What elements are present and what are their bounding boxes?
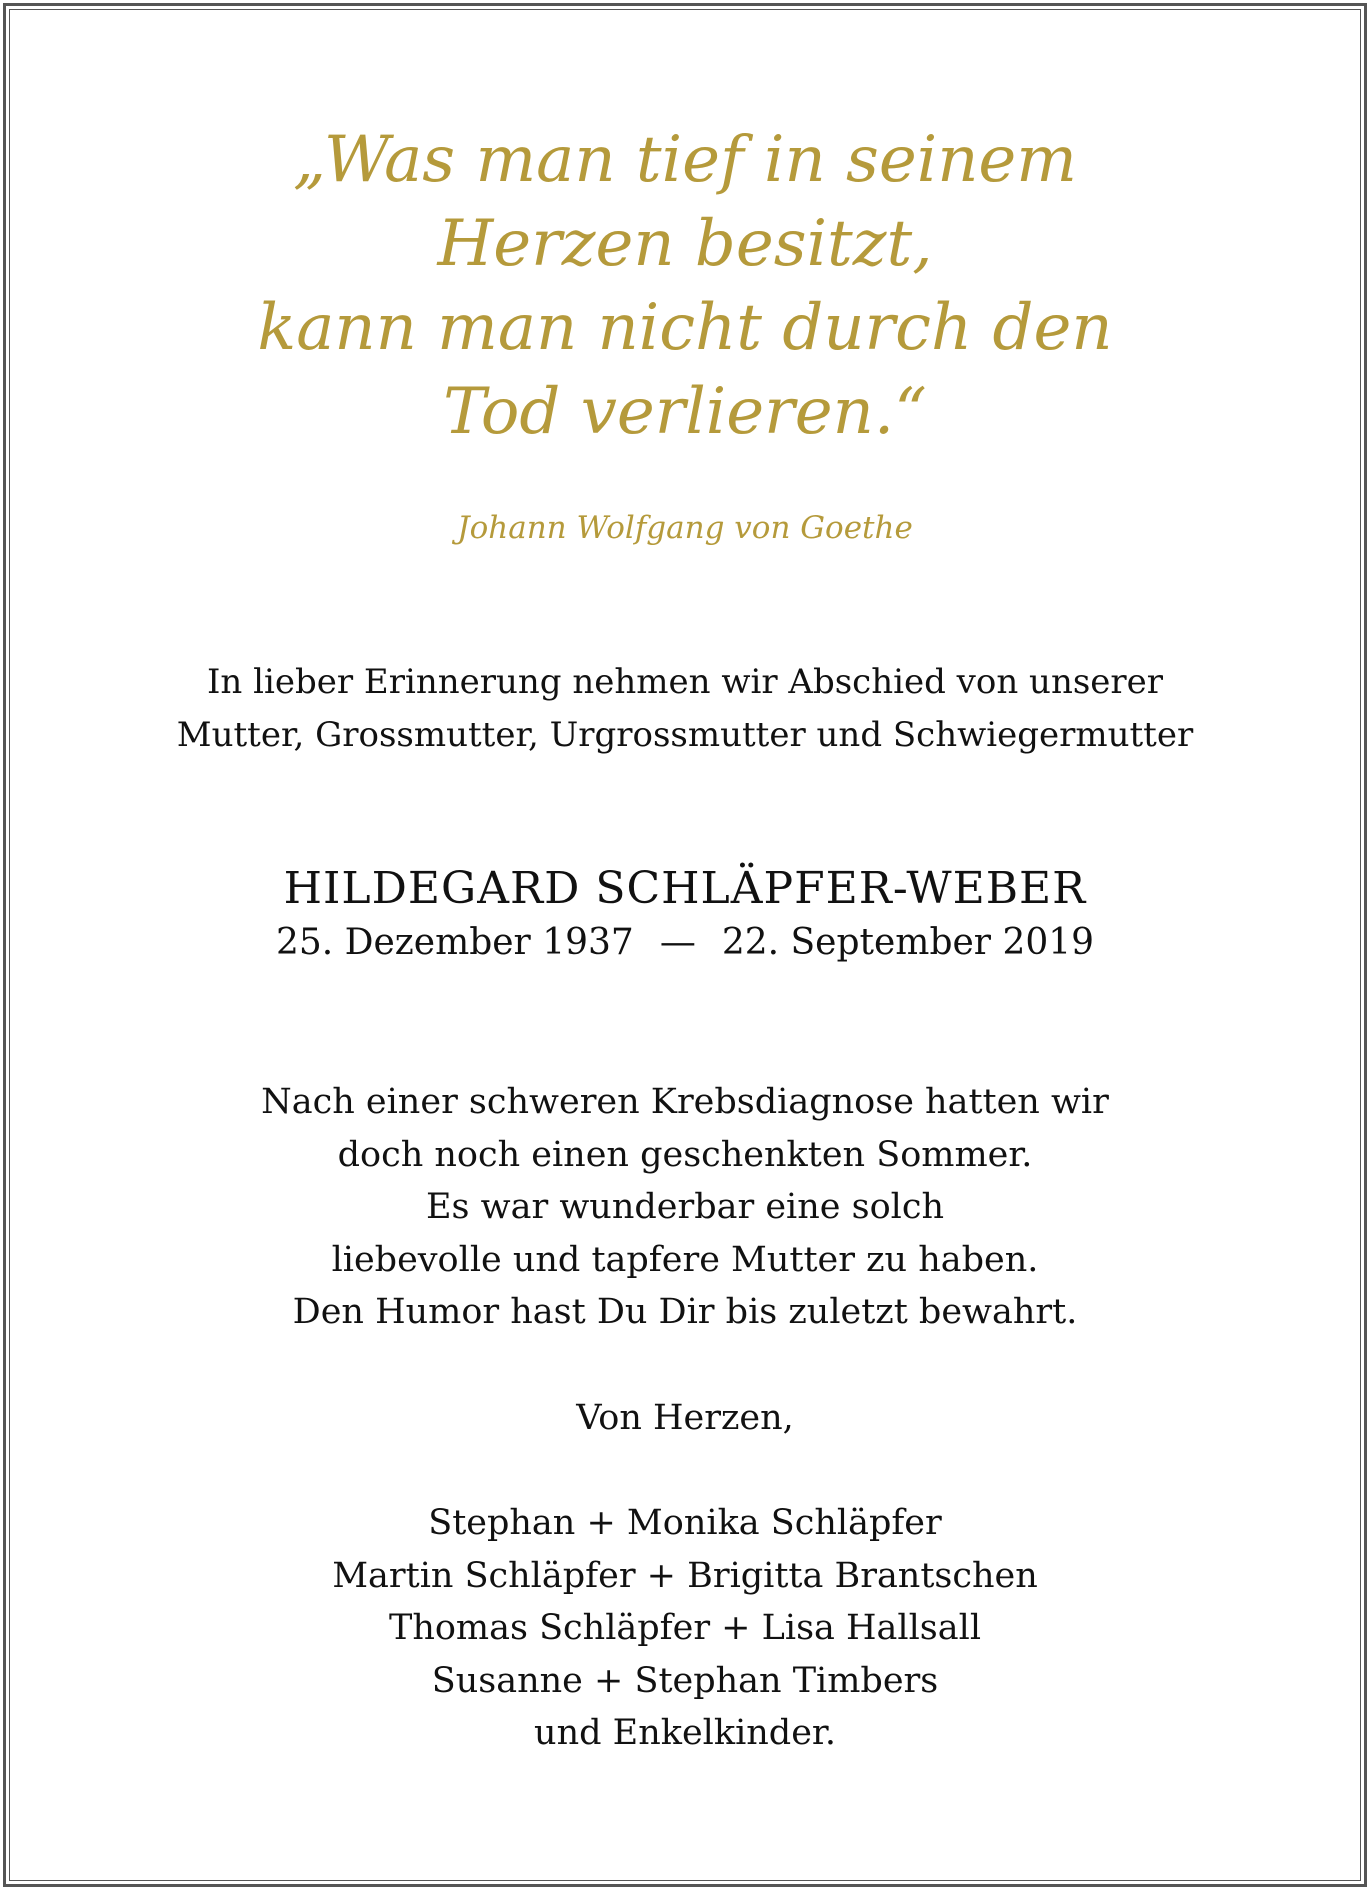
signers-list <box>0 1497 1370 1760</box>
date-separator: — <box>659 922 696 963</box>
message-line: liebevolle und tapfere Mutter zu haben. <box>331 1239 1039 1280</box>
message-text <box>0 1076 1370 1339</box>
quote-line: Tod verlieren.“ <box>443 375 927 449</box>
signer: Martin Schläpfer + Brigitta Brantschen <box>332 1555 1038 1596</box>
signer: und Enkelkinder. <box>534 1713 836 1753</box>
intro-line: In lieber Erinnerung nehmen wir Abschied von unserer <box>206 662 1164 702</box>
message-line: Den Humor hast Du Dir bis zuletzt bewahrt. <box>292 1292 1078 1332</box>
life-dates <box>0 918 1370 968</box>
signer: Susanne + Stephan Timbers <box>431 1660 939 1701</box>
quote <box>0 118 1370 454</box>
message-line: Es war wunderbar eine solch <box>426 1187 944 1227</box>
message-line: doch noch einen geschenkten Sommer. <box>337 1134 1033 1175</box>
quote-line: Herzen besitzt, <box>437 207 933 281</box>
intro-line: Mutter, Grossmutter, Urgrossmutter und Schwiegermutter <box>176 715 1194 755</box>
deceased-name: HILDEGARD SCHLÄPFER-WEBER <box>283 863 1087 914</box>
intro-text <box>0 656 1370 762</box>
quote-author: Johann Wolfgang von Goethe <box>457 510 913 546</box>
message-line: Nach einer schweren Krebsdiagnose hatten wir <box>261 1082 1109 1122</box>
quote-line: kann man nicht durch den <box>257 291 1113 365</box>
signer: Thomas Schläpfer + Lisa Hallsall <box>388 1608 982 1648</box>
death-date: 22. September 2019 <box>721 922 1095 963</box>
birth-date: 25. Dezember 1937 <box>275 922 634 963</box>
signer: Stephan + Monika Schläpfer <box>428 1503 942 1543</box>
quote-line: „Was man tief in seinem <box>293 123 1077 197</box>
closing-phrase: Von Herzen, <box>576 1398 794 1438</box>
